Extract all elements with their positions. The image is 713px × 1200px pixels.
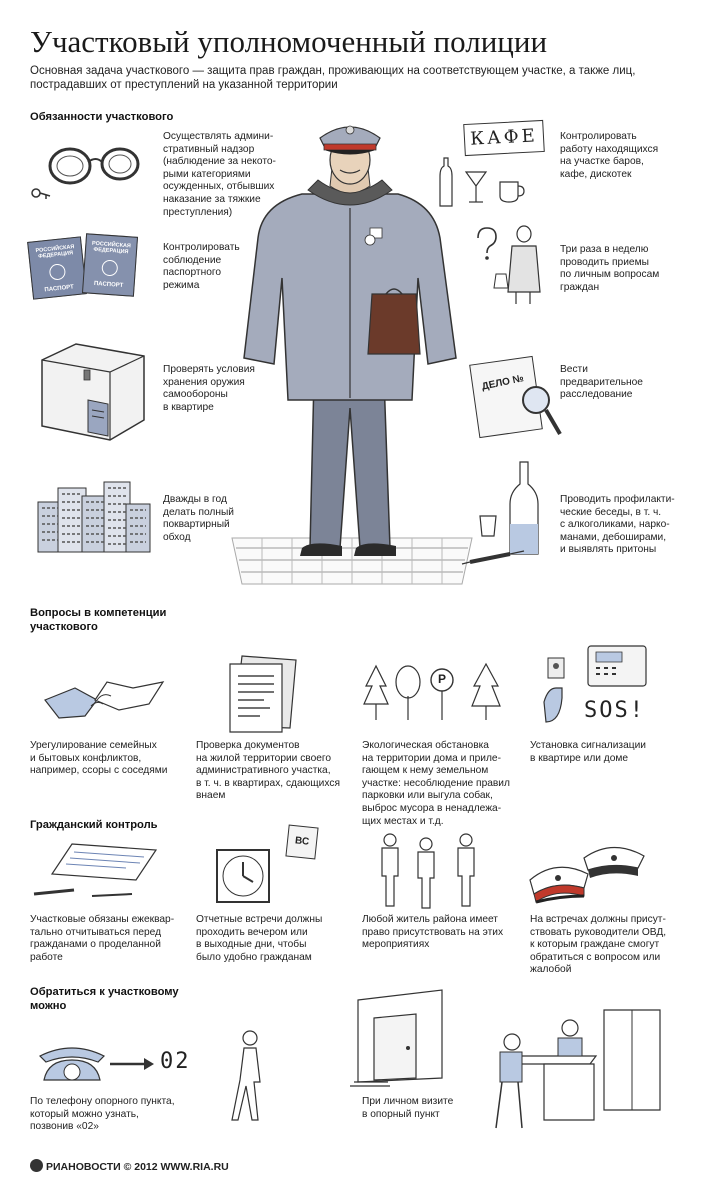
cafe-sign-icon: [436, 118, 556, 208]
drinks-icon: [436, 154, 536, 208]
rotary-phone-icon: [40, 1040, 104, 1088]
footer: [30, 1159, 229, 1173]
footer-brand: РИАНОВОСТИ: [46, 1161, 121, 1173]
passport-label-1: РОССИЙСКАЯ ФЕДЕРАЦИЯ: [35, 244, 75, 260]
competence-documents: Проверка документов на жилой территории своего административного участка, в т. ч. в квартирах, сдающихся внаем: [196, 740, 340, 802]
duty-citizen-reception: Три раза в неделю проводить приемы по личным вопросам граждан: [560, 244, 660, 293]
people-icon: [376, 832, 496, 910]
civil-any-resident: Любой житель района имеет право присутствовать на этих мероприятиях: [362, 914, 504, 951]
parking-sign-letter: P: [437, 672, 446, 686]
duty-preventive-talks: Проводить профилакти- ческие беседы, в т. ч. с алкоголиками, нарко- манами, дебоширами, и выявлять притоны: [560, 494, 675, 556]
sos-text: SOS!: [584, 698, 645, 723]
passport-label-2: ПАСПОРТ: [44, 284, 75, 294]
case-file-label: ДЕЛО №: [480, 373, 525, 393]
passport-label-2b: ПАСПОРТ: [93, 280, 124, 289]
trees-parking-icon: [362, 660, 512, 724]
emergency-number: 02: [160, 1049, 191, 1074]
civil-heading: Гражданский контроль: [30, 819, 158, 831]
duty-bars-control: Контролировать работу находящихся на участке баров, кафе, дискотек: [560, 131, 659, 180]
passport-label-1b: РОССИЙСКАЯ ФЕДЕРАЦИЯ: [91, 240, 132, 256]
duty-weapon-storage: Проверять условия хранения оружия самообороны в квартире: [163, 364, 255, 413]
contact-phone: По телефону опорного пункта, который можно узнать, позвонив «02»: [30, 1096, 175, 1133]
case-file-icon: [472, 350, 567, 442]
competence-alarm: Установка сигнализации в квартире или доме: [530, 740, 646, 764]
duties-heading: Обязанности участкового: [30, 111, 174, 123]
arrow-right-icon: [110, 1056, 156, 1072]
duty-admin-supervision: Осуществлять админи- стративный надзор (наблюдение за некото- рыми категориями осужденных, отбывших наказание за тяжкие преступления): [163, 131, 276, 218]
apartment-buildings-icon: [38, 474, 153, 554]
competence-ecology: Экологическая обстановка на территории дома и приле- гающем к нему земельном участке: несоблюдение правил парковки или выгула собак, выброс мусора в ненадлежа- щих местах и т.д.: [362, 740, 510, 827]
handshake-icon: [45, 660, 165, 726]
competence-conflicts: Урегулирование семейных и бытовых конфликтов, например, ссоры с соседями: [30, 740, 168, 777]
contact-visit: При личном визите в опорный пункт: [362, 1096, 454, 1120]
officer-at-desk-icon: [486, 1006, 662, 1138]
passport-emblem-b: [101, 259, 118, 276]
clock-calendar-icon: [215, 826, 325, 908]
civil-evening-meetings: Отчетные встречи должны проходить вечером или в выходные дни, чтобы было удобно гражданам: [196, 914, 323, 963]
ria-logo-icon: [30, 1159, 43, 1172]
footer-copyright: © 2012 WWW.RIA.RU: [123, 1161, 229, 1173]
citizen-question-icon: [470, 222, 550, 307]
handcuffs-icon: [28, 138, 148, 208]
civil-quarterly-report: Участковые обязаны ежеквар- тально отчитываться перед гражданами о проделанной работе: [30, 914, 175, 963]
competence-heading: Вопросы в компетенции участкового: [30, 607, 167, 633]
page-title: Участковый уполномоченный полиции: [30, 24, 548, 59]
bottle-syringe-icon: [462, 458, 557, 578]
intro-text: Основная задача участкового — защита прав граждан, проживающих на соответствующем участке, а также лиц, пострадавших от преступлений на указанной территории: [30, 65, 636, 91]
contact-heading: Обратиться к участковому можно: [30, 986, 179, 1012]
duty-passport-regime: Контролировать соблюдение паспортного режима: [163, 242, 240, 291]
calendar-day: ВС: [285, 825, 318, 860]
duty-apartment-round: Дважды в год делать полный поквартирный обход: [163, 494, 235, 543]
duty-investigation: Вести предварительное расследование: [560, 364, 643, 401]
passports-icon: [30, 235, 140, 297]
cafe-sign-text: КАФЕ: [463, 120, 545, 156]
walking-person-icon: [226, 1030, 276, 1124]
documents-icon: [222, 650, 302, 734]
weapon-safe-icon: [36, 340, 151, 445]
police-caps-icon: [526, 840, 646, 910]
passport-emblem: [49, 263, 67, 281]
office-visit-icon: [350, 988, 450, 1088]
clock-icon: [215, 848, 273, 904]
report-papers-icon: [32, 840, 162, 904]
magnifier-icon: [518, 382, 564, 438]
civil-ovd-heads: На встречах должны присут- ствовать руководители ОВД, к которым граждане смогут обратиться с вопросом или жалобой: [530, 914, 667, 976]
